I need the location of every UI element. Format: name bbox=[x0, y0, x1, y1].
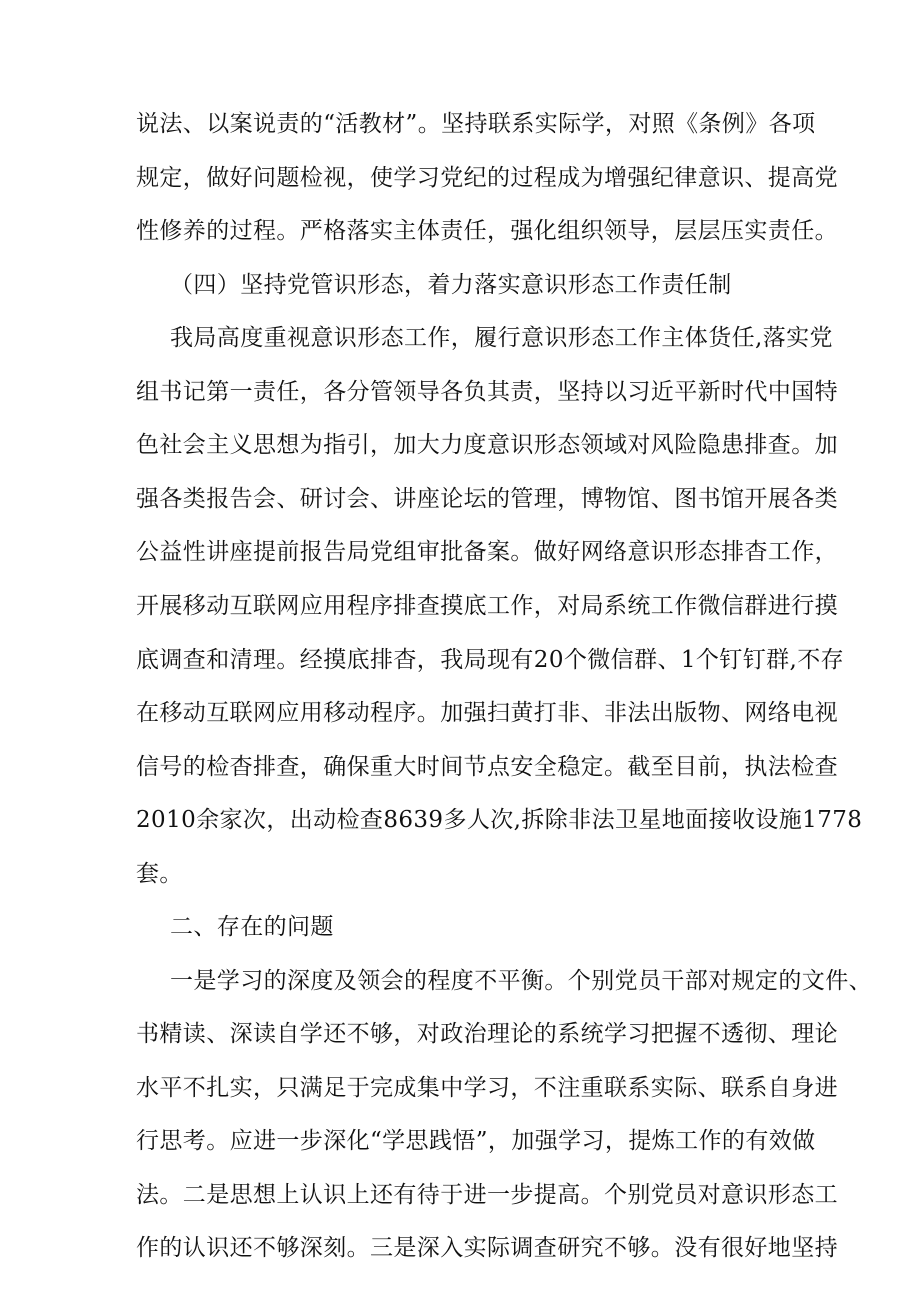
text-line: 书精读、深读自学还不够，对政治理论的系统学习把握不透彻、理论 bbox=[136, 1021, 838, 1047]
text-line: 公益性讲座提前报告局党组审批备案。做好网络意识形态排杳工作， bbox=[136, 539, 838, 565]
text-line: 信号的检杳排查，确保重大时间节点安全稳定。截至目前，执法检查 bbox=[136, 754, 838, 780]
text-line: 作的认识还不够深刻。三是深入实际调查研究不够。没有很好地坚持 bbox=[136, 1235, 838, 1261]
paragraph-first-line: 我局高度重视意识形态工作，履行意识形态工作主体货任,落实党 bbox=[170, 325, 833, 351]
text-line: 组书记第一责任，各分管领导各负其责，坚持以习近平新时代中国特 bbox=[136, 379, 838, 405]
text-line: 开展移动互联网应用程序排查摸底工作，对局系统工作微信群进行摸 bbox=[136, 593, 838, 619]
text-line: 在移动互联网应用移动程序。加强扫黄打非、非法出版物、网络电视 bbox=[136, 700, 838, 726]
text-line: 法。二是思想上认识上还有待于进一步提高。个别党员对意识形态工 bbox=[136, 1182, 838, 1208]
text-line: 色社会主义思想为指引，加大力度意识形态领域对风险隐患排查。加 bbox=[136, 432, 838, 458]
text-line: 说法、以案说责的“活教材”。坚持联系实际学，对照《条例》各项 bbox=[136, 111, 816, 137]
text-line: 性修养的过程。严格落实主体责任，强化组织领导，层层压实责任。 bbox=[136, 218, 838, 244]
section-heading: （四）坚持党管识形态，着力落实意识形态工作责任制 bbox=[170, 272, 732, 298]
text-line: 2010余家次，出动检查8639多人次,拆除非法卫星地面接收设施1778 bbox=[136, 807, 863, 833]
text-line: 规定，做好问题检视，使学习党纪的过程成为增强纪律意识、提高党 bbox=[136, 165, 838, 191]
text-line: 套。 bbox=[136, 861, 183, 887]
text-line: 底调查和清理。经摸底排杳，我局现有20个微信群、1个钉钉群,不存 bbox=[136, 647, 845, 673]
text-line: 行思考。应进一步深化“学思践悟”，加强学习，提炼工作的有效做 bbox=[136, 1128, 816, 1154]
text-line: 水平不扎实，只满足于完成集中学习，不注重联系实际、联系自身进 bbox=[136, 1075, 838, 1101]
text-line: 强各类报告会、研讨会、讲座论坛的管理，博物馆、图书馆开展各类 bbox=[136, 486, 838, 512]
section-heading: 二、存在的问题 bbox=[170, 914, 334, 940]
paragraph-first-line: 一是学习的深度及领会的程度不平衡。个别党员干部对规定的文件、 bbox=[170, 968, 872, 994]
